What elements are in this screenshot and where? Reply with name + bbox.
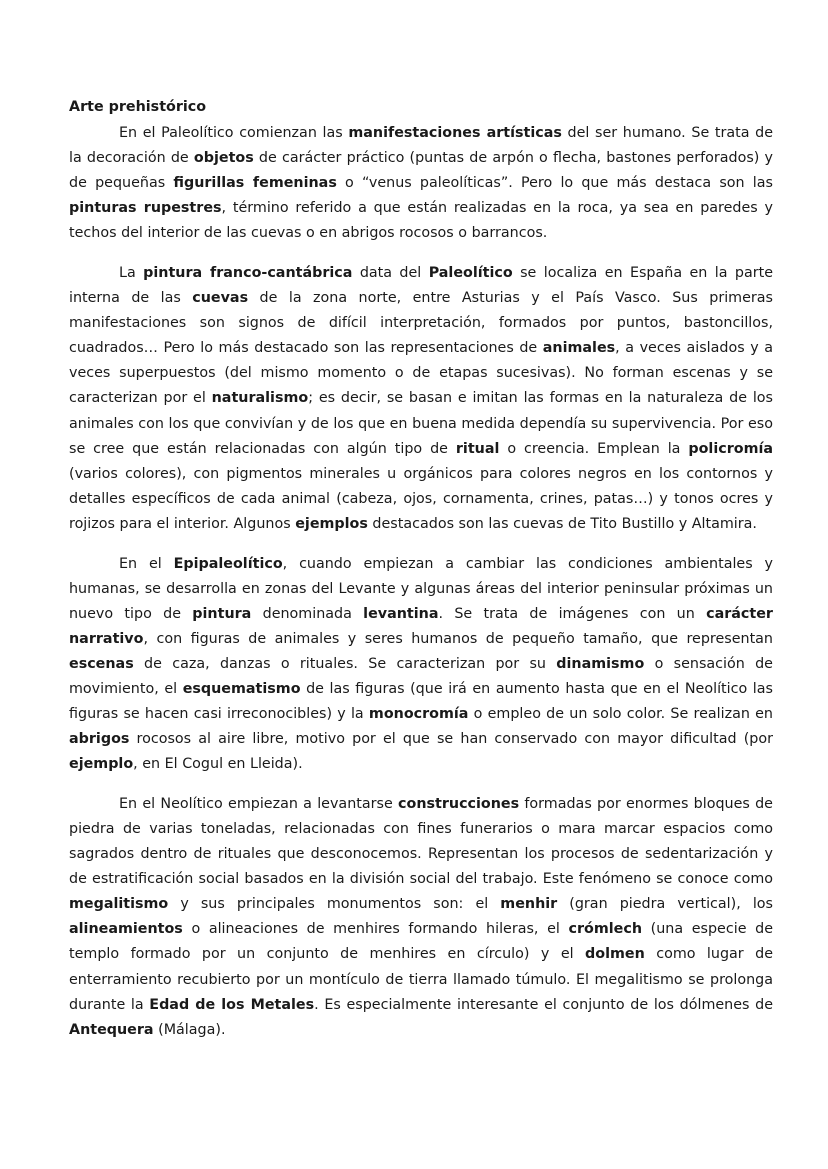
bold-term: objetos	[193, 150, 254, 167]
bold-term: pinturas rupestres	[69, 200, 222, 217]
text-run: de las figuras (que irá en aumento hasta que en el Neolítico las figuras se hacen casi irreconocibles) y la	[69, 680, 773, 723]
text-run: o creencia. Emplean la	[499, 440, 689, 457]
bold-term: ejemplos	[295, 515, 368, 532]
text-run: (Málaga).	[153, 1021, 226, 1038]
text-run: , término referido a que están realizadas en la roca, ya sea en paredes y techos del interior de las cuevas o en abrigos rocosos o barrancos.	[69, 200, 773, 242]
bold-term: abrigos	[69, 731, 130, 748]
document-body	[69, 121, 773, 1043]
bold-term: policromía	[688, 440, 774, 457]
bold-term: manifestaciones artísticas	[348, 125, 562, 141]
text-run: de la zona norte, entre Asturias y el País Vasco. Sus primeras manifestaciones son signos de difícil interpretación, formados por puntos, bastoncillos, cuadrados… Pero lo más destacado son las representaciones de	[69, 290, 773, 357]
paragraph-2	[69, 261, 773, 537]
text-run: data del	[352, 264, 429, 281]
bold-term: Paleolítico	[428, 264, 513, 281]
bold-term: monocromía	[368, 706, 469, 723]
text-run: , en El Cogul en Lleida).	[133, 756, 303, 773]
bold-term: megalitismo	[69, 896, 169, 913]
bold-term: Epipaleolítico	[173, 555, 283, 572]
text-run: . Se trata de imágenes con un	[438, 605, 707, 622]
bold-term: dolmen	[585, 946, 645, 963]
paragraph-3	[69, 552, 773, 778]
text-run: destacados son las cuevas de Tito Bustillo y Altamira.	[367, 515, 757, 532]
text-run: formadas por enormes bloques de piedra de varias toneladas, relacionadas con fines funerarios o mara marcar espacios como sagrados dentro de rituales que desconocemos. Representan los procesos de sedentarización y de estratificación social basados en la división social del trabajo. Este fenómeno se conoce como	[69, 795, 773, 888]
text-run: o alineaciones de menhires formando hileras, el	[182, 921, 569, 938]
bold-term: figurillas femeninas	[173, 175, 337, 192]
text-run: En el Paleolítico comienzan las	[119, 125, 349, 141]
bold-term: ejemplo	[69, 756, 134, 773]
text-run: En el Neolítico empiezan a levantarse	[119, 795, 399, 812]
text-run: . Es especialmente interesante el conjunto de los dólmenes de	[314, 996, 773, 1013]
text-run: , con figuras de animales y seres humanos de pequeño tamaño, que representan	[143, 630, 773, 647]
bold-term: alineamientos	[69, 921, 183, 938]
bold-term: pintura	[192, 605, 252, 622]
bold-term: pintura franco-cantábrica	[143, 264, 353, 281]
text-run: , cuando empiezan a cambiar las condiciones ambientales y humanas, se desarrolla en zonas del Levante y algunas áreas del interior peninsular próximas un nuevo tipo de	[69, 555, 774, 622]
document-title: Arte prehistórico	[69, 99, 207, 115]
bold-term: escenas	[69, 655, 134, 672]
document-page	[69, 96, 773, 1057]
text-run: La	[119, 264, 144, 281]
bold-term: dinamismo	[556, 655, 645, 672]
text-run: (gran piedra vertical), los	[557, 896, 774, 913]
text-run: y sus principales monumentos son: el	[168, 896, 501, 913]
text-run: de carácter práctico (puntas de arpón o flecha, bastones perforados) y de pequeñas	[69, 150, 773, 192]
bold-term: animales	[542, 340, 616, 357]
text-run: se localiza en España en la parte interna de las	[69, 264, 774, 307]
bold-term: levantina	[363, 605, 439, 622]
bold-term: carácter narrativo	[69, 605, 773, 647]
bold-term: Antequera	[69, 1021, 154, 1038]
text-run: o empleo de un solo color. Se realizan en	[468, 706, 773, 723]
bold-term: esquematismo	[182, 680, 301, 697]
text-run: ; es decir, se basan e imitan las formas en la naturaleza de los animales con los que convivían y de los que en buena medida dependía su supervivencia. Por eso se cree que están relacionadas con algún tipo de	[69, 390, 773, 457]
text-run: del ser humano. Se trata de la decoración de	[69, 125, 774, 167]
paragraph-1	[69, 121, 773, 246]
text-run: o “venus paleolíticas”. Pero lo que más destaca son las	[336, 175, 773, 192]
text-run: En el	[119, 555, 174, 572]
text-run: denominada	[251, 605, 364, 622]
text-run: como lugar de enterramiento recubierto por un montículo de tierra llamado túmulo. El megalitismo se prolonga durante la	[69, 946, 773, 1013]
bold-term: ritual	[455, 440, 500, 457]
paragraph-4	[69, 792, 773, 1043]
bold-term: crómlech	[568, 921, 643, 938]
text-run: , a veces aislados y a veces superpuestos (del mismo momento o de etapas sucesivas). No forman escenas y se caracterizan por el	[69, 340, 773, 407]
text-run: de caza, danzas o rituales. Se caracterizan por su	[133, 655, 557, 672]
bold-term: Edad de los Metales	[149, 996, 315, 1013]
text-run: o sensación de movimiento, el	[69, 655, 773, 697]
text-run: rocosos al aire libre, motivo por el que se han conservado con mayor dificultad (por	[129, 731, 773, 748]
bold-term: construcciones	[398, 795, 520, 812]
bold-term: cuevas	[192, 290, 249, 307]
bold-term: menhir	[500, 896, 558, 913]
bold-term: naturalismo	[211, 390, 309, 407]
text-run: (una especie de templo formado por un conjunto de menhires en círculo) y el	[69, 921, 773, 963]
text-run: (varios colores), con pigmentos minerales u orgánicos para colores negros en los contornos y detalles específicos de cada animal (cabeza, ojos, cornamenta, crines, patas…) y tonos ocres y rojizos para el interior. Algunos	[69, 465, 773, 532]
